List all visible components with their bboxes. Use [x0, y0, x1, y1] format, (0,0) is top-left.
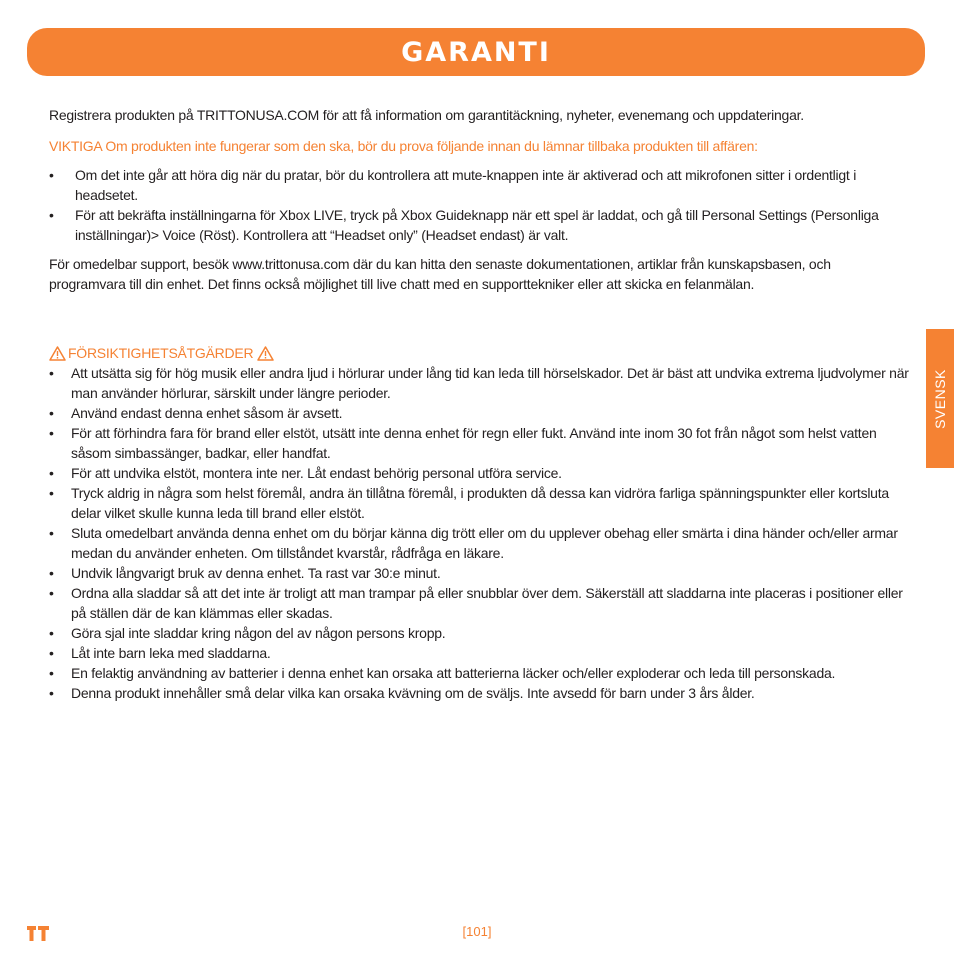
language-tab-label: SVENSK: [932, 368, 948, 429]
bullet: •: [49, 167, 54, 183]
list-item-text: Att utsätta sig för hög musik eller andra ljud i hörlurar under lång tid kan leda till hörselskador. Det är bäst att undvika extrema ljudvolymer när man använder hörlurar, särskilt under längre perioder.: [71, 365, 909, 401]
caution-title-text: FÖRSIKTIGHETSÅTGÄRDER: [68, 345, 254, 361]
list-item: [49, 523, 909, 563]
list-item-text: Låt inte barn leka med sladdarna.: [71, 645, 271, 661]
list-item: [49, 623, 909, 643]
bullet: •: [49, 425, 54, 441]
list-item: [49, 165, 909, 205]
list-item: [49, 663, 909, 683]
intro-paragraph: Registrera produkten på TRITTONUSA.COM för att få information om garantitäckning, nyheter, evenemang och uppdateringar.: [49, 107, 804, 123]
main-content: [49, 105, 909, 703]
page-header-bar: [27, 28, 925, 76]
support-list: [49, 165, 909, 245]
support-paragraph: För omedelbar support, besök www.trittonusa.com där du kan hitta den senaste dokumentationen, artiklar från kunskapsbasen, och programvara till din enhet. Det finns också möjlighet till live chatt med en supporttekniker eller att skicka en felanmälan.: [49, 256, 831, 292]
bullet: •: [49, 405, 54, 421]
list-item: [49, 205, 909, 245]
list-item: [49, 463, 909, 483]
safety-list: [49, 363, 909, 703]
warning-triangle-icon: [257, 346, 274, 361]
list-item-text: Undvik långvarigt bruk av denna enhet. Ta rast var 30:e minut.: [71, 565, 441, 581]
list-item: [49, 563, 909, 583]
list-item-text: Tryck aldrig in några som helst föremål, andra än tillåtna föremål, i produkten då dessa kan vidröra farliga spänningspunkter eller kortsluta delar vilket skulle kunna leda till brand eller elstöt.: [71, 485, 889, 521]
list-item-text: Använd endast denna enhet såsom är avsett.: [71, 405, 343, 421]
bullet: •: [49, 465, 54, 481]
list-item-text: För att bekräfta inställningarna för Xbox LIVE, tryck på Xbox Guideknapp när ett spel är laddat, och gå till Personal Settings (Personliga inställningar)> Voice (Röst). Kontrollera att “Headset only” (Headset endast) är valt.: [75, 207, 879, 243]
bullet: •: [49, 207, 54, 223]
bullet: •: [49, 585, 54, 601]
important-paragraph: VIKTIGA Om produkten inte fungerar som den ska, bör du prova följande innan du lämnar tillbaka produkten till affären:: [49, 138, 758, 154]
list-item-text: Om det inte går att höra dig när du pratar, bör du kontrollera att mute-knappen inte är aktiverad och att mikrofonen sitter i ordentligt i headsetet.: [75, 167, 857, 203]
list-item: [49, 683, 909, 703]
list-item-text: Ordna alla sladdar så att det inte är troligt att man trampar på eller snubblar över dem. Säkerställ att sladdarna inte placeras i positioner eller på ställen där de kan klämmas eller skadas.: [71, 585, 903, 621]
list-item: [49, 483, 909, 523]
list-item-text: För att undvika elstöt, montera inte ner. Låt endast behörig personal utföra service.: [71, 465, 562, 481]
list-item-text: Göra sjal inte sladdar kring någon del av någon persons kropp.: [71, 625, 446, 641]
list-item: [49, 363, 909, 403]
bullet: •: [49, 645, 54, 661]
list-item-text: Sluta omedelbart använda denna enhet om du börjar känna dig trött eller om du upplever obehag eller smärta i dina händer och/eller armar medan du använder enheten. Om tillståndet kvarstår, rådfråga en läkare.: [71, 525, 898, 561]
bullet: •: [49, 365, 54, 381]
page-number: [101]: [462, 924, 492, 939]
list-item: [49, 583, 909, 623]
bullet: •: [49, 665, 54, 681]
list-item-text: För att förhindra fara för brand eller elstöt, utsätt inte denna enhet för regn eller fukt. Använd inte inom 30 fot från något som helst vatten såsom simbassänger, badkar, eller handfat.: [71, 425, 877, 461]
bullet: •: [49, 565, 54, 581]
warning-triangle-icon: [49, 346, 66, 361]
language-tab: [926, 329, 954, 468]
bullet: •: [49, 525, 54, 541]
bullet: •: [49, 485, 54, 501]
list-item: [49, 643, 909, 663]
caution-heading: [49, 343, 909, 363]
list-item-text: En felaktig användning av batterier i denna enhet kan orsaka att batterierna läcker och/eller exploderar och leda till personskada.: [71, 665, 836, 681]
bullet: •: [49, 685, 54, 701]
bullet: •: [49, 625, 54, 641]
page-title: GARANTI: [401, 36, 551, 68]
list-item-text: Denna produkt innehåller små delar vilka kan orsaka kvävning om de sväljs. Inte avsedd för barn under 3 års ålder.: [71, 685, 755, 701]
list-item: [49, 403, 909, 423]
list-item: [49, 423, 909, 463]
